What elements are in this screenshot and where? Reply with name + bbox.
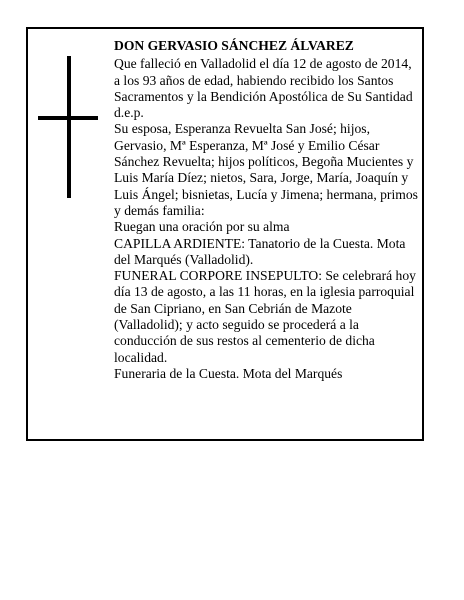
family-list: Su esposa, Esperanza Revuelta San José; hijos, Gervasio, Mª Esperanza, Mª José y Emilio César Sánchez Revuelta; hijos políticos, Begoña Mucientes y Luis María Díez; nietos, Sara, Jorge, María, Joaquín y Luis Ángel; bisnietas, Lucía y Jimena; hermana, primos y demás familia:: [114, 121, 418, 218]
death-notice: Que falleció en Valladolid el día 12 de agosto de 2014, a los 93 años de edad, habiendo recibido los Santos Sacramentos y la Bendición Apostólica de Su Santidad: [114, 56, 413, 104]
prayer-request: Ruegan una oración por su alma: [114, 219, 290, 235]
cross-horizontal-bar: [38, 116, 98, 120]
rest-in-peace: d.e.p.: [114, 105, 144, 121]
cross-vertical-bar: [67, 56, 71, 198]
funeral-home: Funeraria de la Cuesta. Mota del Marqués: [114, 365, 343, 381]
funeral-info: FUNERAL CORPORE INSEPULTO: Se celebrará hoy día 13 de agosto, a las 11 horas, en la iglesia parroquial de San Cipriano, en San Cebrián de Mazote (Valladolid); y acto seguido se procederá a la conducción de sus restos al cementerio de dicha localidad.: [114, 268, 416, 365]
deceased-name: DON GERVASIO SÁNCHEZ ÁLVAREZ: [114, 38, 354, 53]
obituary-text: [114, 38, 420, 382]
chapel-info: CAPILLA ARDIENTE: Tanatorio de la Cuesta. Mota del Marqués (Valladolid).: [114, 235, 406, 267]
cross-icon: [38, 56, 98, 198]
obituary-notice: [26, 27, 424, 441]
